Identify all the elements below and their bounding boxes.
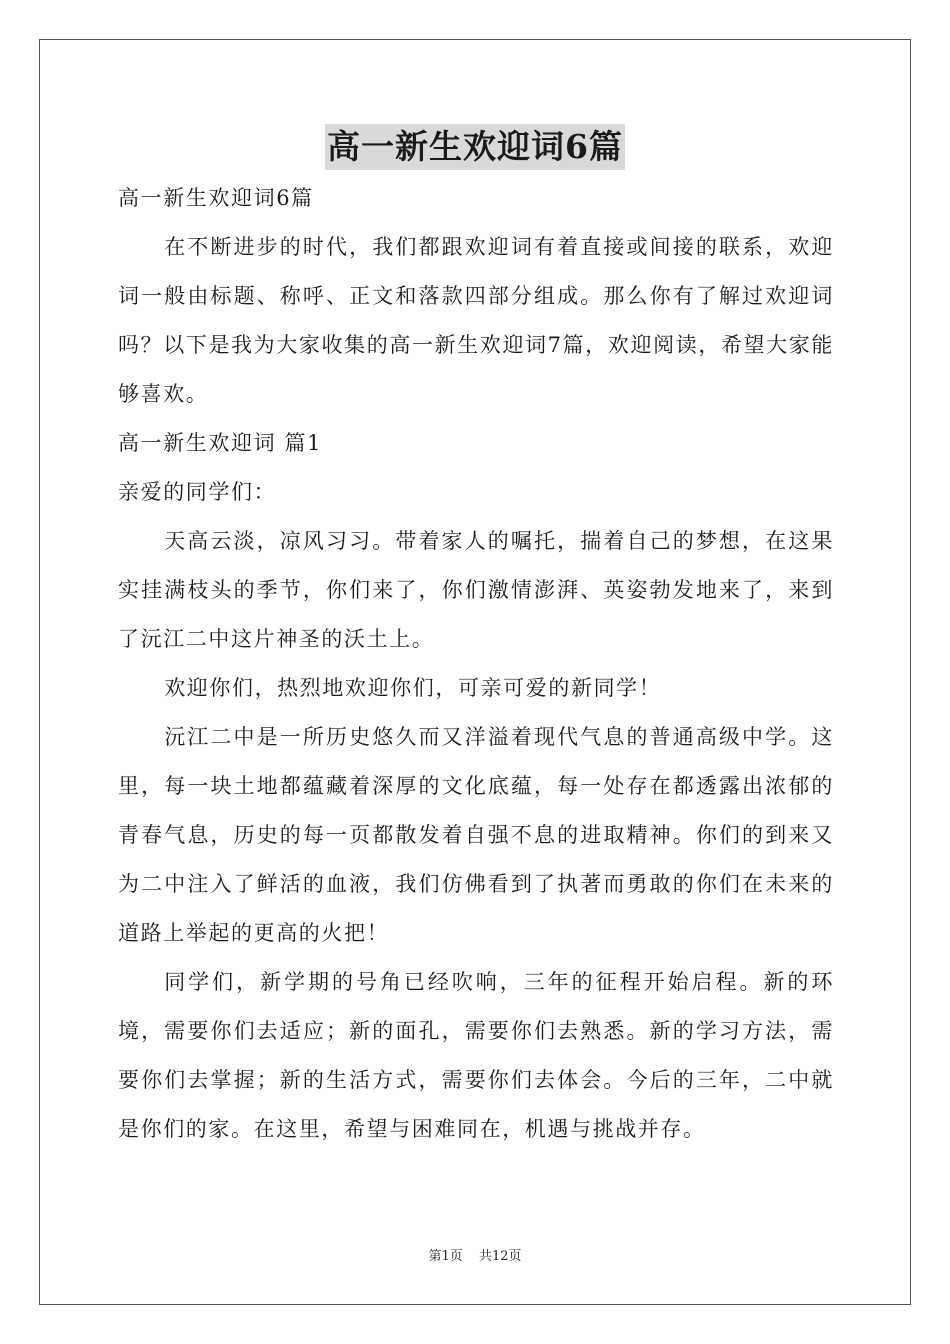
body-paragraph: 同学们，新学期的号角已经吹响，三年的征程开始启程。新的环境，需要你们去适应；新的面孔，需要你们去熟悉。新的学习方法，需要你们去掌握；新的生活方式，需要你们去体会。今后的三年，二中就是你们的家。在这里，希望与困难同在，机遇与挑战并存。: [118, 970, 834, 1141]
salutation: 亲爱的同学们：: [118, 480, 277, 504]
body-paragraph: 天高云淡，凉风习习。带着家人的嘱托，揣着自己的梦想，在这果实挂满枝头的季节，你们来了，你们激情澎湃、英姿勃发地来了，来到了沅江二中这片神圣的沃土上。: [118, 529, 834, 651]
section-heading: 高一新生欢迎词 篇1: [118, 431, 323, 455]
intro-paragraph: 在不断进步的时代，我们都跟欢迎词有着直接或间接的联系，欢迎词一般由标题、称呼、正文和落款四部分组成。那么你有了解过欢迎词吗？以下是我为大家收集的高一新生欢迎词7篇，欢迎阅读，希望大家能够喜欢。: [118, 235, 834, 406]
body-paragraph: 欢迎你们，热烈地欢迎你们，可亲可爱的新同学！: [164, 676, 662, 700]
page-number: 第1页: [428, 1249, 463, 1264]
title-container: [0, 124, 950, 170]
body-paragraph: 沅江二中是一所历史悠久而又洋溢着现代气息的普通高级中学。这里，每一块土地都蕴藏着深厚的文化底蕴，每一处存在都透露出浓郁的青春气息，历史的每一页都散发着自强不息的进取精神。你们的到来又为二中注入了鲜活的血液，我们仿佛看到了执著而勇敢的你们在未来的道路上举起的更高的火把！: [118, 725, 834, 945]
page-footer: [0, 1247, 950, 1267]
document-title: 高一新生欢迎词6篇: [325, 124, 625, 170]
page-total: 共12页: [478, 1249, 522, 1264]
subtitle-line: 高一新生欢迎词6篇: [118, 186, 314, 210]
document-body: [118, 174, 834, 1154]
